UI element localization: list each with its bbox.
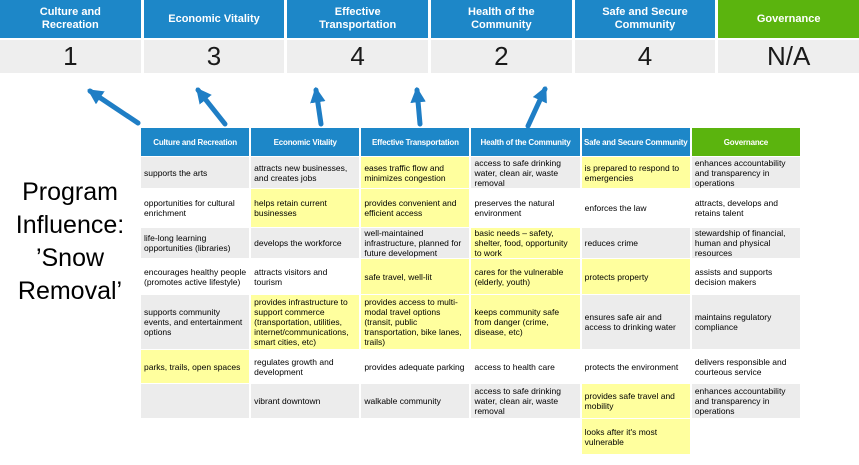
matrix-cell: stewardship of financial, human and physical resources — [692, 228, 800, 258]
influence-matrix — [141, 128, 800, 455]
matrix-row — [141, 350, 800, 383]
matrix-cell: provides infrastructure to support commerce (transportation, utilities, internet/communications, smart cities, etc) — [251, 295, 359, 349]
matrix-cell: looks after it's most vulnerable — [582, 419, 690, 454]
matrix-header-row — [141, 128, 800, 156]
matrix-cell: enforces the law — [582, 189, 690, 227]
matrix-row — [141, 384, 800, 418]
pillar-score: 1 — [0, 40, 141, 73]
matrix-cell: provides access to multi-modal travel options (transit, public transportation, bike lanes, trails) — [361, 295, 469, 349]
matrix-cell: enhances accountability and transparency in operations — [692, 384, 800, 418]
arrow — [198, 90, 225, 124]
pillar-header: Culture and Recreation — [0, 0, 141, 38]
matrix-cell: helps retain current businesses — [251, 189, 359, 227]
matrix-row — [141, 295, 800, 349]
matrix-cell: well-maintained infrastructure, planned for future development — [361, 228, 469, 258]
matrix-cell: regulates growth and development — [251, 350, 359, 383]
matrix-cell: keeps community safe from danger (crime, disease, etc) — [471, 295, 579, 349]
matrix-cell: provides convenient and efficient access — [361, 189, 469, 227]
matrix-row — [141, 419, 800, 454]
matrix-cell: preserves the natural environment — [471, 189, 579, 227]
matrix-cell: assists and supports decision makers — [692, 259, 800, 294]
top-band — [0, 0, 859, 73]
pillar-header: Governance — [718, 0, 859, 38]
program-influence-label: Program Influence: ’Snow Removal’ — [15, 178, 125, 305]
pillar-header: Effective Transportation — [287, 0, 428, 38]
matrix-cell — [141, 384, 249, 418]
matrix-cell: basic needs – safety, shelter, food, opportunity to work — [471, 228, 579, 258]
matrix-cell: supports community events, and entertainment options — [141, 295, 249, 349]
matrix-header: Health of the Community — [471, 128, 579, 156]
pillar-score: 3 — [144, 40, 285, 73]
matrix-cell: access to health care — [471, 350, 579, 383]
matrix-cell — [251, 419, 359, 454]
matrix-cell: develops the workforce — [251, 228, 359, 258]
matrix-cell: access to safe drinking water, clean air, waste removal — [471, 384, 579, 418]
matrix-cell: provides adequate parking — [361, 350, 469, 383]
pillar-score: 4 — [287, 40, 428, 73]
matrix-header: Culture and Recreation — [141, 128, 249, 156]
pillar-header: Safe and Secure Community — [575, 0, 716, 38]
matrix-cell: eases traffic flow and minimizes congestion — [361, 157, 469, 188]
matrix-cell: protects the environment — [582, 350, 690, 383]
matrix-cell: attracts, develops and retains talent — [692, 189, 800, 227]
matrix-cell: protects property — [582, 259, 690, 294]
matrix-cell: cares for the vulnerable (elderly, youth) — [471, 259, 579, 294]
matrix-cell: maintains regulatory compliance — [692, 295, 800, 349]
arrow — [90, 91, 138, 123]
pillar-header: Economic Vitality — [144, 0, 285, 38]
matrix-row — [141, 189, 800, 227]
matrix-cell: life-long learning opportunities (libraries) — [141, 228, 249, 258]
matrix-cell: supports the arts — [141, 157, 249, 188]
arrow — [417, 90, 420, 124]
arrow — [316, 90, 321, 124]
matrix-cell: opportunities for cultural enrichment — [141, 189, 249, 227]
matrix-header: Governance — [692, 128, 800, 156]
matrix-cell: provides safe travel and mobility — [582, 384, 690, 418]
matrix-row — [141, 228, 800, 258]
matrix-cell: enhances accountability and transparency in operations — [692, 157, 800, 188]
matrix-cell: delivers responsible and courteous service — [692, 350, 800, 383]
matrix-cell: is prepared to respond to emergencies — [582, 157, 690, 188]
matrix-cell — [692, 419, 800, 454]
matrix-cell: reduces crime — [582, 228, 690, 258]
matrix-cell — [361, 419, 469, 454]
matrix-cell — [471, 419, 579, 454]
matrix-cell — [141, 419, 249, 454]
matrix-row — [141, 157, 800, 188]
pillar-score: 2 — [431, 40, 572, 73]
pillar-score: 4 — [575, 40, 716, 73]
matrix-cell: ensures safe air and access to drinking water — [582, 295, 690, 349]
matrix-row — [141, 259, 800, 294]
pillar-score: N/A — [718, 40, 859, 73]
matrix-cell: attracts new businesses, and creates jobs — [251, 157, 359, 188]
matrix-cell: safe travel, well-lit — [361, 259, 469, 294]
matrix-cell: encourages healthy people (promotes active lifestyle) — [141, 259, 249, 294]
arrow — [528, 89, 545, 126]
matrix-cell: vibrant downtown — [251, 384, 359, 418]
matrix-cell: access to safe drinking water, clean air, waste removal — [471, 157, 579, 188]
matrix-cell: attracts visitors and tourism — [251, 259, 359, 294]
matrix-header: Effective Transportation — [361, 128, 469, 156]
pillar-header: Health of the Community — [431, 0, 572, 38]
matrix-header: Safe and Secure Community — [582, 128, 690, 156]
matrix-header: Economic Vitality — [251, 128, 359, 156]
matrix-cell: parks, trails, open spaces — [141, 350, 249, 383]
matrix-cell: walkable community — [361, 384, 469, 418]
